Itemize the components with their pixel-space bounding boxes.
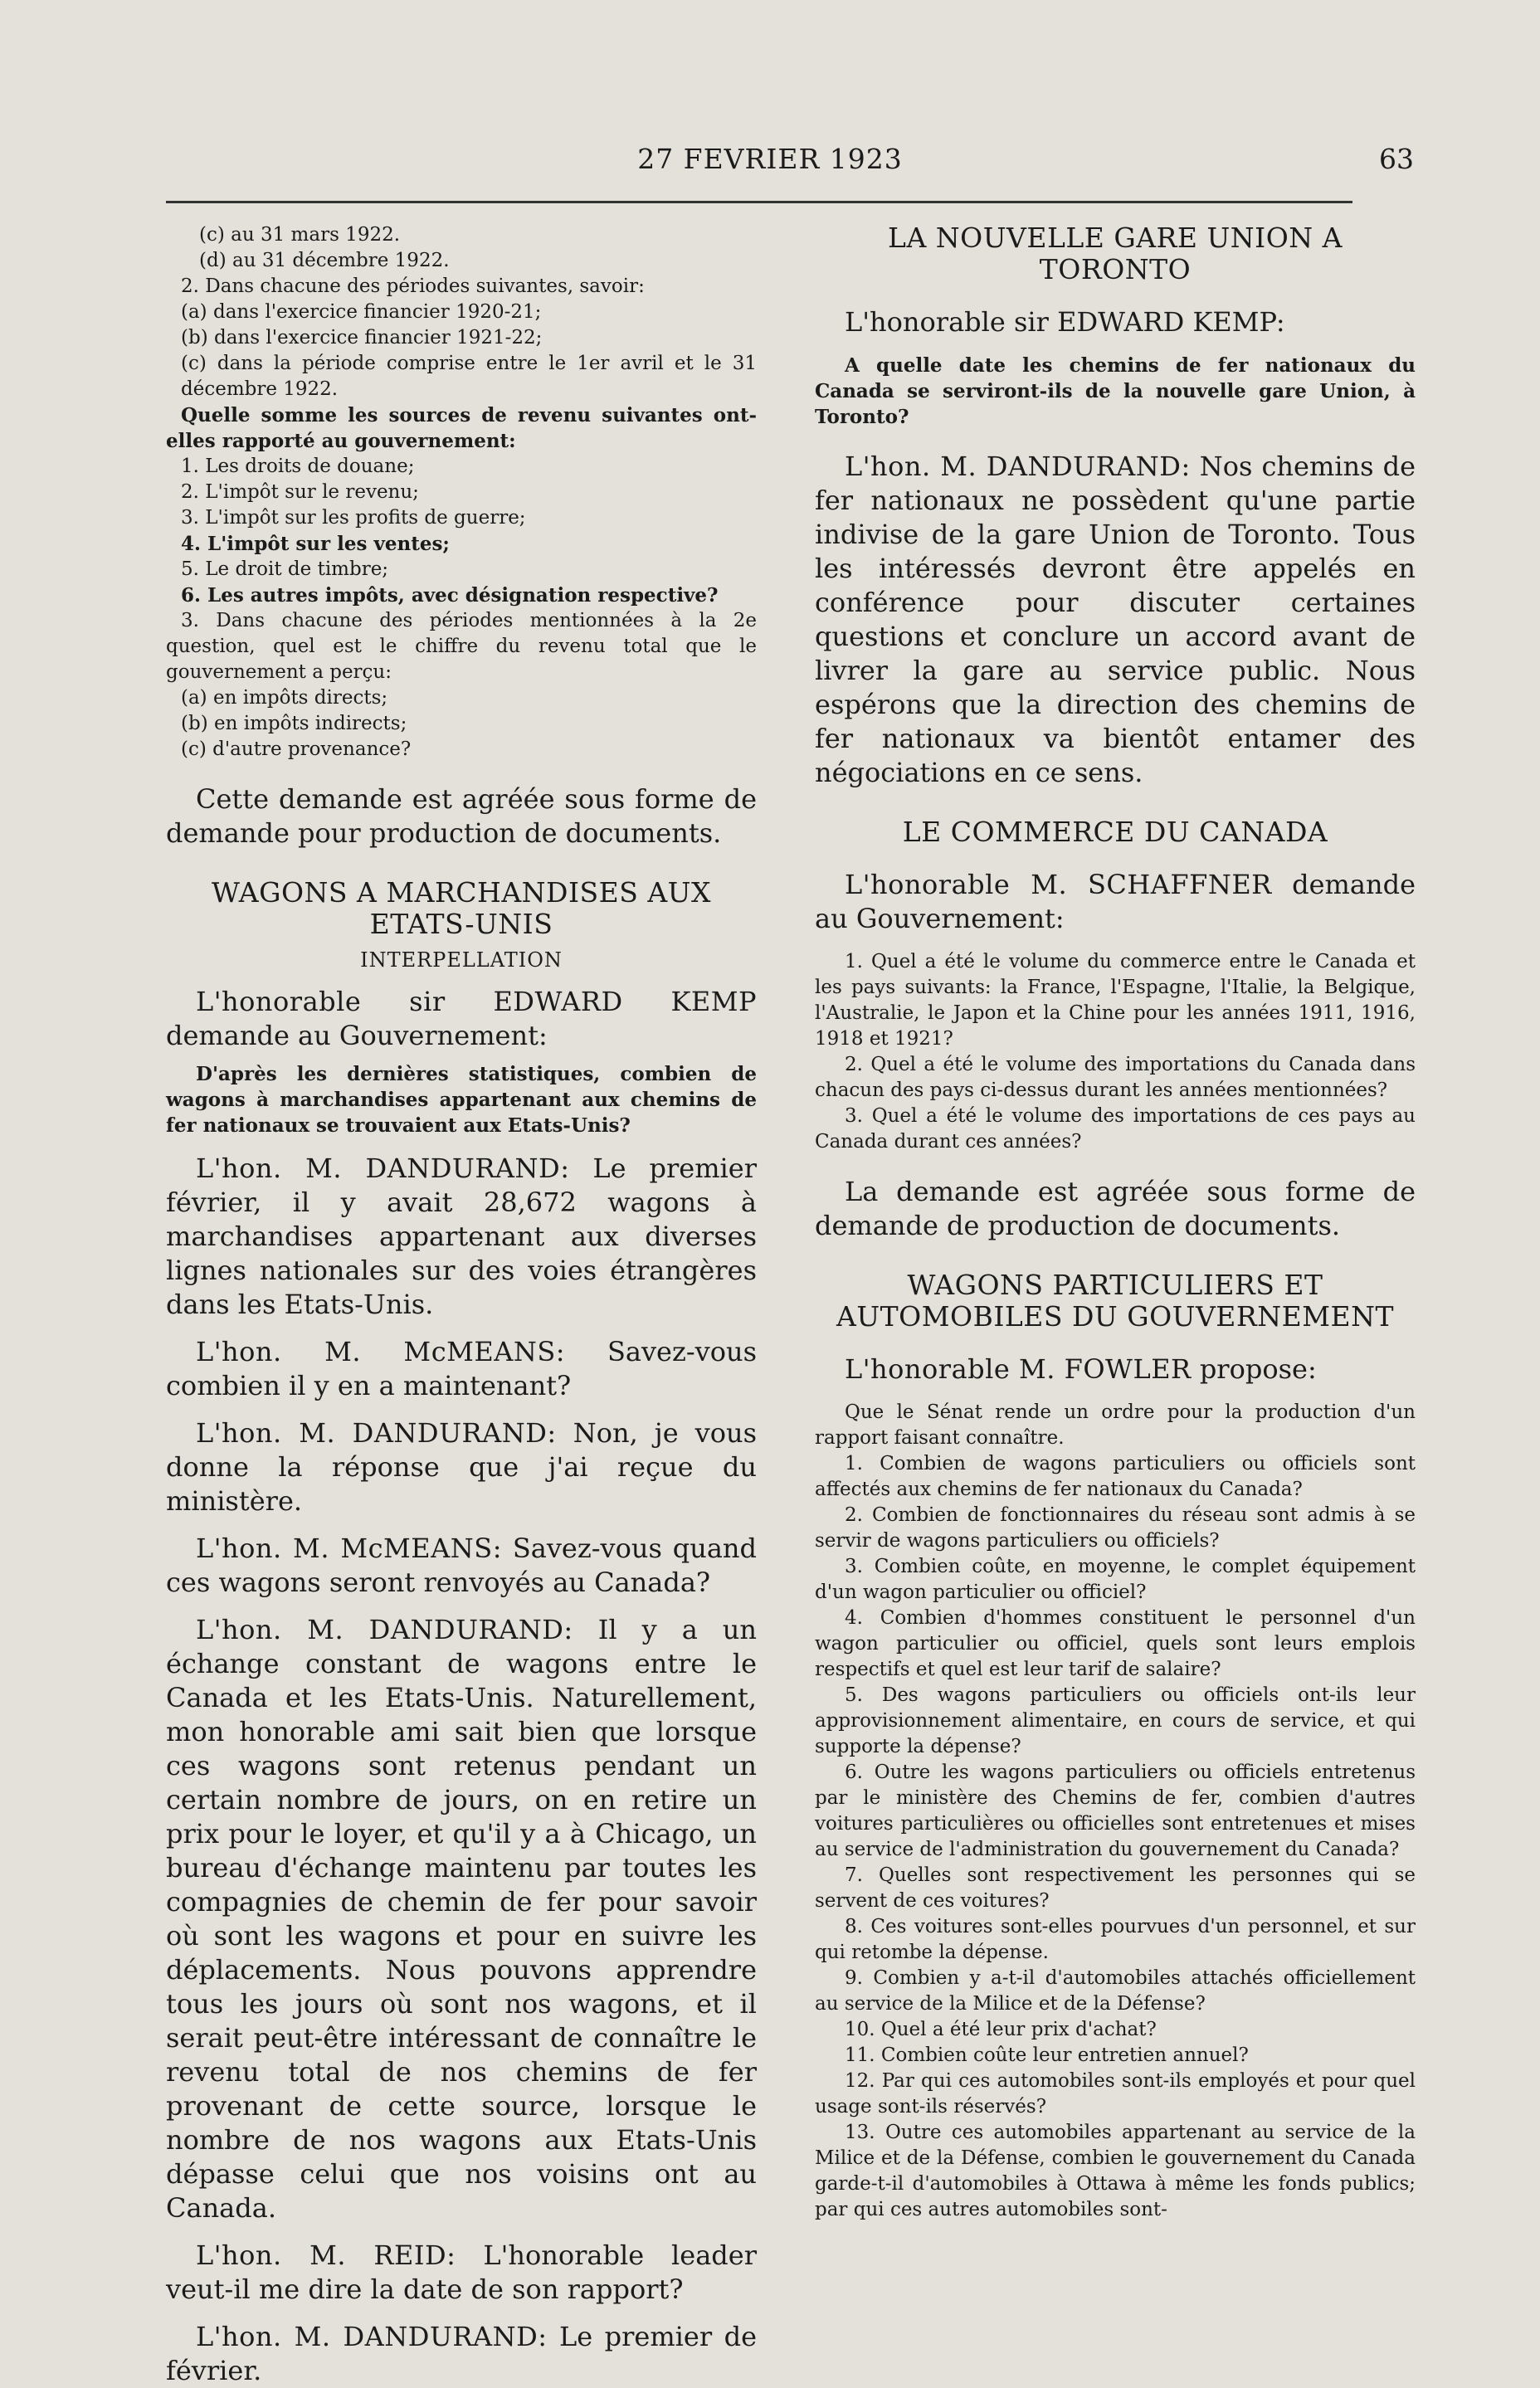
speaker-name: L'hon. M. REID: <box>196 2239 456 2271</box>
fowler-item-12: 12. Par qui ces automobiles sont-ils employés et pour quel usage sont-ils réservés? <box>815 2070 1416 2118</box>
reply-text: Savez-vous quand ces wagons seront renvoyés au Canada? <box>166 1533 758 1598</box>
schaffner-demand <box>815 868 1416 936</box>
header-date: 27 FEVRIER 1923 <box>637 143 903 175</box>
source-4: 4. L'impôt sur les ventes; <box>181 533 450 555</box>
reply-text: Non, je vous donne la réponse que j'ai reçue du ministère. <box>166 1417 758 1517</box>
dandurand-gare-reply <box>815 450 1416 790</box>
dandurand-reply-3 <box>166 1613 757 2225</box>
q3-item-b: (b) en impôts indirects; <box>181 713 407 734</box>
source-1: 1. Les droits de douane; <box>181 456 415 477</box>
reply-text: Nos chemins de fer nationaux ne possèdent qu'une partie indivise de la gare Union de Toronto. Tous les intéressés devront être appelés en conférence pour discuter certaines questions et conclure un accord avant de livrer la gare au service public. Nous espérons que la direction des chemins de fer nationaux va bientôt entamer des négociations en ce sens. <box>815 451 1416 788</box>
q2-intro: 2. Dans chacune des périodes suivantes, savoir: <box>181 275 645 297</box>
commerce-agreed: La demande est agréée sous forme de demande de production de documents. <box>815 1176 1416 1241</box>
fowler-items <box>815 1400 1416 2223</box>
source-3: 3. L'impôt sur les profits de guerre; <box>181 507 526 529</box>
q2-question: Quelle somme les sources de revenu suivantes ont-elles rapporté au gouvernement: <box>166 404 757 452</box>
agreed-statement: Cette demande est agréée sous forme de demande pour production de documents. <box>166 783 757 849</box>
speaker-name: L'hon. M. DANDURAND: <box>196 2321 548 2352</box>
speaker-name: L'hon. M. DANDURAND: <box>196 1614 573 1645</box>
commerce-question-1: 1. Quel a été le volume du commerce entre le Canada et les pays suivants: la France, l'Espagne, l'Italie, la Belgique, l'Australie, le Japon et la Chine pour les années 1911, 1916, 1918 et 1921? <box>815 951 1416 1050</box>
dandurand-reply-2 <box>166 1416 757 1518</box>
speaker-name: L'hon. M. McMEANS: <box>196 1336 566 1367</box>
reply-text: Le premier de février. <box>166 2321 757 2386</box>
gare-question: A quelle date les chemins de fer nationaux du Canada se serviront-ils de la nouvelle gare Union, à Toronto? <box>815 354 1416 428</box>
commerce-heading: LE COMMERCE DU CANADA <box>902 816 1328 848</box>
fowler-item-3: 3. Combien coûte, en moyenne, le complet équipement d'un wagon particulier ou officiel? <box>815 1556 1416 1603</box>
commerce-questions <box>815 949 1416 1155</box>
fowler-item-8: 8. Ces voitures sont-elles pourvues d'un personnel, et sur qui retombe la dépense. <box>815 1916 1416 1963</box>
fowler-motion <box>815 1352 1416 1387</box>
dandurand-reply-4 <box>166 2320 757 2388</box>
q3-item-a: (a) en impôts directs; <box>181 687 388 709</box>
speaker-name: L'honorable M. FOWLER <box>845 1353 1192 1385</box>
revenue-question-block <box>166 222 757 763</box>
fowler-item-2: 2. Combien de fonctionnaires du réseau sont admis à se servir de wagons particuliers ou officiels? <box>815 1504 1416 1552</box>
speaker-name: L'hon. M. DANDURAND: <box>196 1153 570 1184</box>
gare-heading: LA NOUVELLE GARE UNION A TORONTO <box>888 222 1343 285</box>
speaker-name: L'hon. M. DANDURAND: <box>196 1417 557 1449</box>
fowler-item-9: 9. Combien y a-t-il d'automobiles attachés officiellement au service de la Milice et de la Défense? <box>815 1967 1416 2015</box>
mcmeans-question-1 <box>166 1335 757 1403</box>
q2-item-c: (c) dans la période comprise entre le 1er avril et le 31 décembre 1922. <box>181 353 757 400</box>
right-column <box>815 222 1416 2223</box>
source-5: 5. Le droit de timbre; <box>181 558 389 580</box>
dandurand-reply-1 <box>166 1152 757 1322</box>
wagons-particuliers-heading: WAGONS PARTICULIERS ET AUTOMOBILES DU GOUVERNEMENT <box>836 1269 1394 1333</box>
kemp-demand <box>166 985 757 1053</box>
reply-text: Il y a un échange constant de wagons entre le Canada et les Etats-Unis. Naturellement, mon honorable ami sait bien que lorsque ces wagons sont retenus pendant un certain nombre de jours, on en retire un prix pour le loyer, et qu'il y a à Chicago, un bureau d'échange maintenu par toutes les compagnies de chemin de fer pour savoir où sont les wagons et pour en suivre les déplacements. Nous pouvons apprendre tous les jours où sont nos wagons, et il serait peut-être intéressant de connaître le revenu total de nos chemins de fer provenant de cette source, lorsque le nombre de nos wagons aux Etats-Unis dépasse celui que nos voisins ont au Canada. <box>166 1614 758 2224</box>
reply-text: Savez-vous combien il y en a maintenant? <box>166 1336 757 1401</box>
source-2: 2. L'impôt sur le revenu; <box>181 481 419 503</box>
fowler-intro: Que le Sénat rende un ordre pour la production d'un rapport faisant connaître. <box>815 1401 1416 1449</box>
commerce-question-2: 2. Quel a été le volume des importations du Canada dans chacun des pays ci-dessus durant les années mentionnées? <box>815 1054 1416 1101</box>
reply-text: Le premier février, il y avait 28,672 wagons à marchandises appartenant aux diverses lignes nationales sur des voies étrangères dans les Etats-Unis. <box>166 1153 758 1320</box>
left-column <box>166 222 757 2388</box>
period-d: (d) au 31 décembre 1922. <box>199 250 450 271</box>
source-6: 6. Les autres impôts, avec désignation respective? <box>181 584 719 607</box>
speaker-name: L'honorable sir EDWARD KEMP <box>196 986 757 1017</box>
fowler-item-1: 1. Combien de wagons particuliers ou officiels sont affectés aux chemins de fer nationaux du Canada? <box>815 1453 1416 1500</box>
running-header <box>0 143 1540 184</box>
speaker-name: L'honorable M. SCHAFFNER <box>845 869 1272 900</box>
page-number: 63 <box>1379 143 1414 175</box>
fowler-item-6: 6. Outre les wagons particuliers ou officiels entretenus par le ministère des Chemins de fer, combien d'autres voitures particulières ou officielles sont entretenues et mises au service de l'administration du gouvernement du Canada? <box>815 1762 1416 1860</box>
fowler-item-7: 7. Quelles sont respectivement les personnes qui se servent de ces voitures? <box>815 1864 1416 1912</box>
fowler-item-10: 10. Quel a été leur prix d'achat? <box>845 2019 1157 2040</box>
q3-item-c: (c) d'autre provenance? <box>181 738 412 760</box>
kemp-speaker: L'honorable sir EDWARD KEMP: <box>845 306 1285 338</box>
kemp-demand-text: demande au Gouvernement: <box>166 1020 548 1051</box>
reply-text: L'honorable leader veut-il me dire la date de son rapport? <box>166 2239 758 2305</box>
q2-item-b: (b) dans l'exercice financier 1921-22; <box>181 327 543 348</box>
mcmeans-question-2 <box>166 1532 757 1600</box>
kemp-question: D'après les dernières statistiques, combien de wagons à marchandises appartenant aux chemins de fer nationaux se trouvaient aux Etats-Unis? <box>166 1063 757 1137</box>
fowler-motion-text: propose: <box>1199 1353 1317 1385</box>
interpellation-label: INTERPELLATION <box>360 948 563 972</box>
speaker-name: L'hon. M. McMEANS: <box>196 1533 502 1564</box>
header-rule <box>166 201 1352 203</box>
fowler-item-11: 11. Combien coûte leur entretien annuel? <box>845 2044 1249 2066</box>
fowler-item-5: 5. Des wagons particuliers ou officiels ont-ils leur approvisionnement alimentaire, en cours de service, et qui supporte la dépense? <box>815 1684 1416 1757</box>
fowler-item-4: 4. Combien d'hommes constituent le personnel d'un wagon particulier ou officiel, quels sont leurs emplois respectifs et quel est leur tarif de salaire? <box>815 1607 1416 1680</box>
q3-intro: 3. Dans chacune des périodes mentionnées à la 2e question, quel est le chiffre du revenu total que le gouvernement a perçu: <box>166 610 757 683</box>
reid-question <box>166 2239 757 2307</box>
schaffner-demand-text: demande au Gouvernement: <box>815 869 1416 934</box>
speaker-name: L'hon. M. DANDURAND: <box>845 451 1191 482</box>
wagons-heading: WAGONS A MARCHANDISES AUX ETATS-UNIS <box>212 876 711 940</box>
fowler-item-13: 13. Outre ces automobiles appartenant au service de la Milice et de la Défense, combien le gouvernement du Canada garde-t-il d'automobiles à Ottawa à même les fonds publics; par qui ces autres automobiles sont- <box>815 2122 1416 2220</box>
commerce-question-3: 3. Quel a été le volume des importations de ces pays au Canada durant ces années? <box>815 1105 1416 1153</box>
q2-item-a: (a) dans l'exercice financier 1920-21; <box>181 301 542 323</box>
period-c: (c) au 31 mars 1922. <box>199 224 401 246</box>
